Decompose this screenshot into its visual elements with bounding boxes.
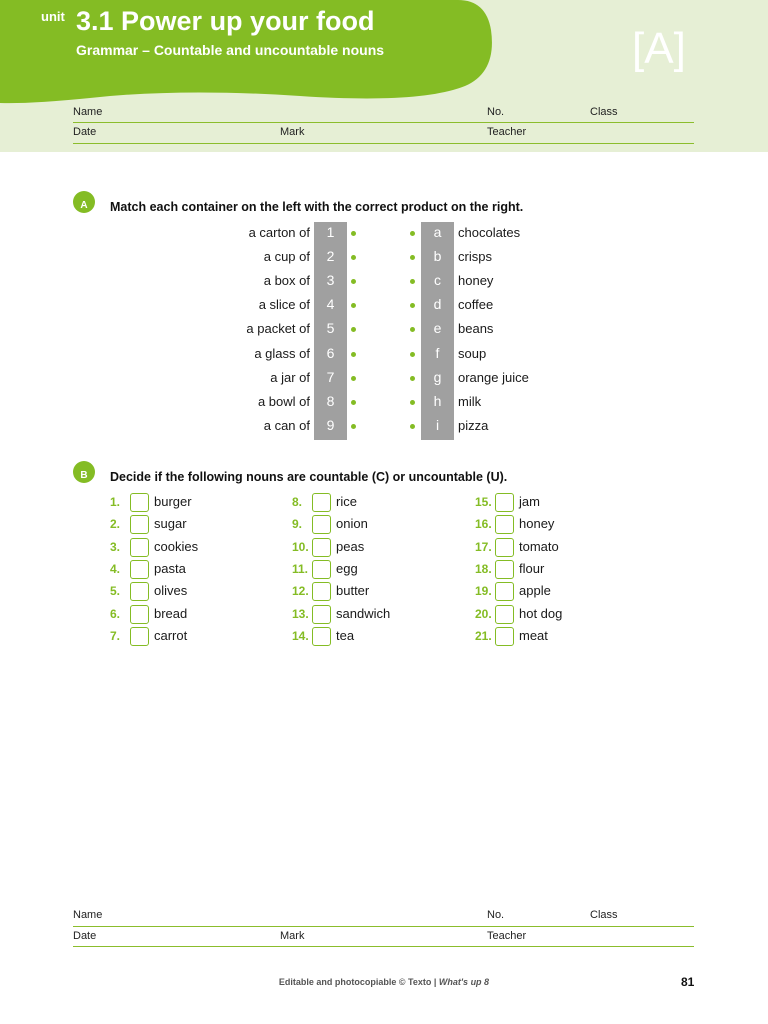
date-field-label-bottom: Date xyxy=(73,930,97,942)
noun-word: bread xyxy=(154,605,188,621)
match-dot-right[interactable] xyxy=(410,376,415,381)
question-number: 4. xyxy=(110,561,121,576)
answer-checkbox[interactable] xyxy=(130,515,149,534)
item-number: 7 xyxy=(326,368,335,385)
answer-checkbox[interactable] xyxy=(130,582,149,601)
noun-word: jam xyxy=(519,494,540,509)
noun-word: tomato xyxy=(519,538,559,554)
date-field-label: Date xyxy=(73,126,97,138)
question-number: 2. xyxy=(110,517,121,532)
match-dot-right[interactable] xyxy=(410,352,415,357)
product-label: milk xyxy=(458,393,482,409)
product-label: orange juice xyxy=(458,369,529,385)
item-letter: e xyxy=(433,320,442,337)
item-number: 9 xyxy=(326,416,335,433)
container-label: a bowl of xyxy=(257,393,310,409)
product-label: pizza xyxy=(458,417,489,433)
item-letter: i xyxy=(435,416,440,433)
noun-word: egg xyxy=(336,560,358,576)
page-subtitle: Grammar – Countable and uncountable nouns xyxy=(76,42,385,58)
question-number: 21. xyxy=(475,628,492,643)
noun-word: burger xyxy=(154,494,192,509)
noun-word: cookies xyxy=(154,538,199,554)
class-field-label-bottom: Class xyxy=(590,909,618,921)
match-dot-left[interactable] xyxy=(351,424,356,429)
answer-checkbox[interactable] xyxy=(312,515,331,534)
noun-word: meat xyxy=(519,627,548,643)
match-dot-left[interactable] xyxy=(351,279,356,284)
noun-word: pasta xyxy=(154,560,186,576)
section-b-badge: B xyxy=(73,461,95,483)
answer-checkbox[interactable] xyxy=(312,605,331,624)
answer-checkbox[interactable] xyxy=(495,493,514,512)
question-number: 5. xyxy=(110,584,121,599)
item-letter: f xyxy=(435,344,440,361)
question-number: 8. xyxy=(292,495,303,509)
match-dot-left[interactable] xyxy=(351,376,356,381)
question-number: 7. xyxy=(110,628,121,643)
section-b-instruction: Decide if the following nouns are countable (C) or uncountable (U). xyxy=(110,470,508,484)
name-field-label-bottom: Name xyxy=(73,909,103,921)
noun-word: flour xyxy=(519,560,545,576)
match-dot-right[interactable] xyxy=(410,327,415,332)
noun-word: honey xyxy=(519,516,555,532)
answer-checkbox[interactable] xyxy=(495,560,514,579)
match-dot-right[interactable] xyxy=(410,303,415,308)
page-title: 3.1 Power up your food xyxy=(76,6,375,36)
match-dot-right[interactable] xyxy=(410,400,415,405)
answer-checkbox[interactable] xyxy=(312,627,331,646)
answer-checkbox[interactable] xyxy=(312,560,331,579)
answer-checkbox[interactable] xyxy=(495,582,514,601)
item-letter: g xyxy=(433,368,442,385)
answer-checkbox[interactable] xyxy=(130,560,149,579)
noun-word: apple xyxy=(519,583,551,599)
answer-checkbox[interactable] xyxy=(312,538,331,557)
answer-checkbox[interactable] xyxy=(312,493,331,512)
answer-checkbox[interactable] xyxy=(495,605,514,624)
noun-word: rice xyxy=(336,494,357,509)
name-line-bottom xyxy=(73,926,694,927)
question-number: 20. xyxy=(475,606,492,621)
name-field-label: Name xyxy=(73,106,103,118)
item-number: 6 xyxy=(326,344,335,361)
product-label: soup xyxy=(458,345,487,361)
match-dot-right[interactable] xyxy=(410,424,415,429)
section-a-badge: A xyxy=(73,191,95,213)
container-label: a packet of xyxy=(246,321,310,337)
question-number: 1. xyxy=(110,495,121,509)
unit-label: unit xyxy=(41,9,65,24)
container-label: a can of xyxy=(263,417,310,433)
answer-checkbox[interactable] xyxy=(312,582,331,601)
noun-word: sandwich xyxy=(336,605,391,621)
container-label: a jar of xyxy=(270,369,310,385)
footer-credit xyxy=(0,977,768,987)
container-label: a box of xyxy=(263,273,310,289)
mark-field-label-bottom: Mark xyxy=(280,930,305,942)
noun-word: butter xyxy=(336,583,370,599)
match-dot-right[interactable] xyxy=(410,279,415,284)
match-dot-right[interactable] xyxy=(410,255,415,260)
copyright-notice: Editable and photocopiable © Texto | xyxy=(278,977,439,987)
question-number: 9. xyxy=(292,517,303,532)
answer-checkbox[interactable] xyxy=(495,538,514,557)
noun-word: peas xyxy=(336,538,365,554)
noun-word: olives xyxy=(154,583,188,599)
question-number: 17. xyxy=(475,539,492,554)
page-number: 81 xyxy=(681,975,695,989)
noun-word: carrot xyxy=(154,627,188,643)
item-number: 5 xyxy=(326,320,335,337)
container-label: a slice of xyxy=(258,297,310,313)
product-label: chocolates xyxy=(458,225,521,240)
item-number: 3 xyxy=(326,272,335,289)
item-letter: c xyxy=(434,272,441,289)
question-number: 3. xyxy=(110,539,121,554)
answer-checkbox[interactable] xyxy=(130,493,149,512)
match-dot-left[interactable] xyxy=(351,400,356,405)
book-title: What's up 8 xyxy=(438,977,490,987)
noun-word: onion xyxy=(336,516,368,532)
item-number: 1 xyxy=(326,224,335,240)
container-label: a glass of xyxy=(254,345,310,361)
match-dot-left[interactable] xyxy=(351,231,356,236)
product-label: crisps xyxy=(458,249,492,265)
match-dot-left[interactable] xyxy=(351,352,356,357)
match-dot-left[interactable] xyxy=(351,255,356,260)
product-label: coffee xyxy=(458,297,494,313)
number-field-label: No. xyxy=(487,106,505,118)
answer-checkbox[interactable] xyxy=(495,515,514,534)
container-label: a carton of xyxy=(248,225,310,240)
section-a-instruction: Match each container on the left with the correct product on the right. xyxy=(110,200,524,214)
question-number: 12. xyxy=(292,584,309,599)
question-number: 16. xyxy=(475,517,492,532)
noun-word: tea xyxy=(336,627,355,643)
date-line-bottom xyxy=(73,946,694,947)
product-label: beans xyxy=(458,321,494,337)
answer-checkbox[interactable] xyxy=(130,627,149,646)
match-dot-right[interactable] xyxy=(410,231,415,236)
question-number: 10. xyxy=(292,539,309,554)
item-number: 2 xyxy=(326,248,335,265)
number-field-label-bottom: No. xyxy=(487,909,505,921)
item-number: 8 xyxy=(326,392,335,409)
match-dot-left[interactable] xyxy=(351,327,356,332)
answer-checkbox[interactable] xyxy=(130,538,149,557)
question-number: 13. xyxy=(292,606,309,621)
question-number: 6. xyxy=(110,606,121,621)
question-number: 11. xyxy=(292,561,309,576)
item-letter: d xyxy=(433,296,442,313)
class-field-label: Class xyxy=(590,106,618,118)
level-badge: [A] xyxy=(632,24,686,73)
date-line xyxy=(73,143,694,144)
container-label: a cup of xyxy=(263,249,310,265)
answer-checkbox[interactable] xyxy=(495,627,514,646)
answer-checkbox[interactable] xyxy=(130,605,149,624)
item-letter: h xyxy=(433,392,442,409)
question-number: 19. xyxy=(475,584,492,599)
question-number: 18. xyxy=(475,561,492,576)
noun-word: sugar xyxy=(154,516,187,532)
noun-word: hot dog xyxy=(519,605,563,621)
question-number: 14. xyxy=(292,628,309,643)
item-letter: b xyxy=(433,248,442,265)
mark-field-label: Mark xyxy=(280,126,305,138)
teacher-field-label: Teacher xyxy=(487,126,527,138)
question-number: 15. xyxy=(475,495,492,509)
item-number: 4 xyxy=(326,296,335,313)
product-label: honey xyxy=(458,273,494,289)
match-dot-left[interactable] xyxy=(351,303,356,308)
teacher-field-label-bottom: Teacher xyxy=(487,930,527,942)
item-letter: a xyxy=(433,224,442,240)
name-line xyxy=(73,122,694,123)
